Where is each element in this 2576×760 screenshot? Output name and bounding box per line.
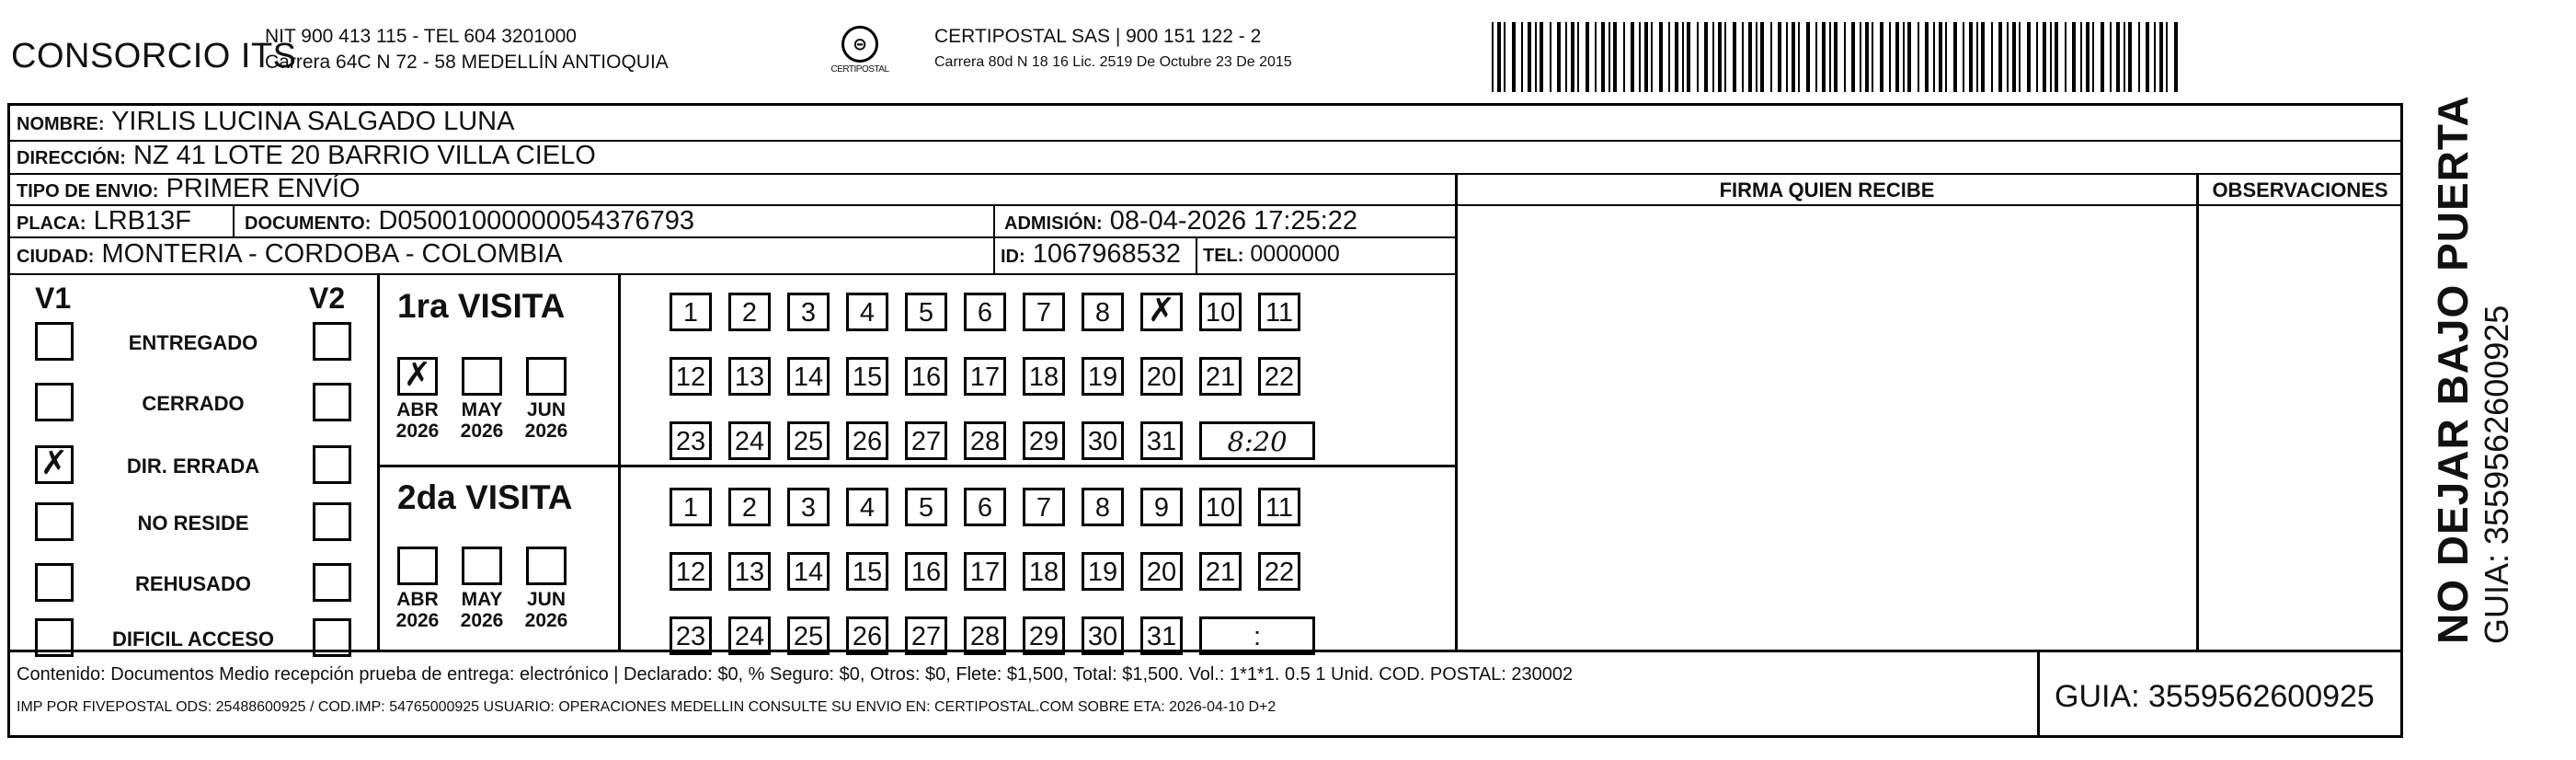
month-label: MAY 2026 bbox=[460, 399, 504, 442]
day-box[interactable]: 22 bbox=[1258, 552, 1300, 591]
day-box[interactable]: 17 bbox=[964, 357, 1006, 396]
v2-checkbox[interactable] bbox=[313, 618, 351, 657]
status-label: DIFICIL ACCESO bbox=[111, 628, 274, 651]
day-box[interactable]: 24 bbox=[728, 616, 771, 655]
day-box[interactable]: 21 bbox=[1199, 552, 1242, 591]
day-box[interactable]: 20 bbox=[1140, 552, 1183, 591]
v2-checkbox[interactable] bbox=[313, 502, 351, 541]
month-checkbox[interactable] bbox=[397, 547, 438, 585]
company-address: Carrera 64C N 72 - 58 MEDELLÍN ANTIOQUIA bbox=[265, 52, 669, 73]
day-box[interactable]: 8 bbox=[1082, 488, 1124, 526]
month-label: JUN 2026 bbox=[524, 399, 568, 442]
day-box[interactable]: 20 bbox=[1140, 357, 1183, 396]
day-box[interactable]: 3 bbox=[787, 293, 830, 331]
status-label: NO RESIDE bbox=[137, 512, 249, 535]
day-box[interactable]: 16 bbox=[905, 357, 947, 396]
day-box[interactable]: 28 bbox=[964, 421, 1006, 460]
day-box[interactable]: 24 bbox=[728, 421, 771, 460]
ciudad-value: MONTERIA - CORDOBA - COLOMBIA bbox=[101, 239, 563, 269]
v2-label: V2 bbox=[309, 282, 346, 315]
recipient-name-row bbox=[17, 107, 514, 137]
day-box[interactable]: 13 bbox=[728, 552, 771, 591]
month-checkbox[interactable] bbox=[526, 357, 567, 396]
time-field[interactable]: : bbox=[1199, 616, 1315, 655]
day-box[interactable]: 27 bbox=[905, 616, 947, 655]
tipo-label: TIPO DE ENVIO: bbox=[17, 181, 159, 202]
v2-checkbox[interactable] bbox=[313, 445, 351, 484]
day-box[interactable]: 15 bbox=[846, 357, 888, 396]
day-box[interactable]: 31 bbox=[1140, 616, 1183, 655]
tel-field bbox=[1203, 241, 1340, 268]
v1-label: V1 bbox=[35, 282, 72, 315]
day-box[interactable]: 2 bbox=[728, 488, 771, 526]
barcode-icon bbox=[1492, 22, 2181, 92]
second-visit-title: 2da VISITA bbox=[397, 478, 573, 516]
tipo-envio-row bbox=[17, 174, 361, 204]
v1-checkbox[interactable] bbox=[35, 322, 74, 361]
day-box[interactable]: 4 bbox=[846, 293, 888, 331]
day-box[interactable]: 1 bbox=[670, 293, 712, 331]
signature-area[interactable] bbox=[1458, 204, 2196, 650]
v2-checkbox[interactable] bbox=[313, 383, 351, 421]
month-label: ABR 2026 bbox=[395, 399, 440, 442]
admision-value: 08-04-2026 17:25:22 bbox=[1109, 206, 1358, 236]
v2-checkbox[interactable] bbox=[313, 563, 351, 602]
day-box[interactable]: 26 bbox=[846, 616, 888, 655]
day-box[interactable]: 4 bbox=[846, 488, 888, 526]
day-box[interactable]: 15 bbox=[846, 552, 888, 591]
logo-text: CERTIPOSTAL bbox=[830, 64, 889, 75]
day-box[interactable]: 9 bbox=[1140, 488, 1183, 526]
check-mark-icon: ✗ bbox=[40, 444, 69, 482]
ciudad-field bbox=[17, 239, 563, 270]
guia-number: GUIA: 3559562600925 bbox=[2055, 679, 2375, 714]
day-box[interactable]: 10 bbox=[1199, 488, 1242, 526]
v1-checkbox[interactable] bbox=[35, 383, 74, 421]
observaciones-area[interactable] bbox=[2199, 204, 2401, 650]
side-notice bbox=[2428, 95, 2516, 644]
recipient-address: NZ 41 LOTE 20 BARRIO VILLA CIELO bbox=[132, 141, 596, 170]
day-box[interactable]: 7 bbox=[1023, 293, 1065, 331]
day-box[interactable]: 29 bbox=[1023, 616, 1065, 655]
day-box[interactable]: 2 bbox=[728, 293, 771, 331]
day-box[interactable]: 27 bbox=[905, 421, 947, 460]
v1-checkbox[interactable] bbox=[35, 502, 74, 541]
day-box[interactable]: 18 bbox=[1023, 357, 1065, 396]
month-checkbox[interactable] bbox=[526, 547, 567, 585]
address-row bbox=[17, 141, 596, 171]
day-box[interactable]: 14 bbox=[787, 357, 830, 396]
admision-label: ADMISIÓN: bbox=[1004, 213, 1103, 234]
day-box[interactable] bbox=[1140, 293, 1183, 331]
content-details: Contenido: Documentos Medio recepción prueba de entrega: electrónico | Declarado: $0, % Seguro: $0, Otros: $0, Flete: $1,500, Total: $1,500. Vol.: 1*1*1. 0.5 1 Unid. COD. POSTAL: 230002 bbox=[17, 664, 1574, 685]
day-box[interactable]: 11 bbox=[1258, 293, 1300, 331]
day-box[interactable]: 30 bbox=[1082, 616, 1124, 655]
tipo-envio: PRIMER ENVÍO bbox=[166, 174, 361, 203]
check-mark-icon: ✗ bbox=[1147, 292, 1176, 329]
day-box[interactable]: 23 bbox=[670, 616, 712, 655]
day-box[interactable]: 19 bbox=[1082, 357, 1124, 396]
day-box[interactable]: 12 bbox=[670, 552, 712, 591]
day-box[interactable]: 14 bbox=[787, 552, 830, 591]
day-box[interactable]: 7 bbox=[1023, 488, 1065, 526]
status-label: CERRADO bbox=[142, 392, 245, 415]
side-guia: GUIA: 3559562600925 bbox=[2478, 305, 2515, 644]
day-box[interactable]: 29 bbox=[1023, 421, 1065, 460]
day-box[interactable]: 5 bbox=[905, 488, 947, 526]
month-checkbox[interactable] bbox=[462, 547, 502, 585]
first-visit-title: 1ra VISITA bbox=[397, 287, 566, 325]
placa-label: PLACA: bbox=[17, 213, 86, 234]
logo-mark-icon: ⊝ bbox=[841, 26, 878, 63]
documento-value: D05001000000054376793 bbox=[378, 206, 694, 236]
company-name: CONSORCIO ITS bbox=[11, 37, 297, 75]
day-box[interactable]: 5 bbox=[905, 293, 947, 331]
month-label: JUN 2026 bbox=[524, 589, 568, 631]
month-label: ABR 2026 bbox=[395, 589, 440, 631]
recipient-name: YIRLIS LUCINA SALGADO LUNA bbox=[111, 107, 515, 136]
day-box[interactable]: 25 bbox=[787, 421, 830, 460]
day-box[interactable]: 12 bbox=[670, 357, 712, 396]
admision-field bbox=[1004, 206, 1357, 236]
carrier-address: Carrera 80d N 18 16 Lic. 2519 De Octubre 23 De 2015 bbox=[934, 54, 1292, 70]
day-box[interactable]: 26 bbox=[846, 421, 888, 460]
placa-value: LRB13F bbox=[93, 206, 191, 236]
id-value: 1067968532 bbox=[1032, 239, 1182, 269]
id-field bbox=[1001, 239, 1181, 270]
certipostal-logo bbox=[814, 26, 906, 79]
tel-value: 0000000 bbox=[1250, 241, 1340, 267]
direccion-label: DIRECCIÓN: bbox=[17, 148, 126, 168]
day-box[interactable]: 31 bbox=[1140, 421, 1183, 460]
placa-field bbox=[17, 206, 191, 236]
tel-label: TEL: bbox=[1203, 246, 1244, 266]
day-box[interactable]: 25 bbox=[787, 616, 830, 655]
day-box[interactable]: 18 bbox=[1023, 552, 1065, 591]
day-box[interactable]: 19 bbox=[1082, 552, 1124, 591]
month-label: MAY 2026 bbox=[460, 589, 504, 631]
status-label: ENTREGADO bbox=[128, 331, 258, 354]
company-info bbox=[265, 24, 669, 75]
check-mark-icon: ✗ bbox=[403, 356, 432, 394]
ciudad-label: CIUDAD: bbox=[17, 247, 95, 267]
day-box[interactable]: 28 bbox=[964, 616, 1006, 655]
time-field[interactable]: 8:20 bbox=[1199, 421, 1315, 460]
nombre-label: NOMBRE: bbox=[17, 114, 105, 134]
v1-checkbox[interactable] bbox=[35, 445, 74, 484]
day-box[interactable]: 22 bbox=[1258, 357, 1300, 396]
day-box[interactable]: 3 bbox=[787, 488, 830, 526]
day-box[interactable]: 11 bbox=[1258, 488, 1300, 526]
nit-line: NIT 900 413 115 - TEL 604 3201000 bbox=[265, 26, 577, 47]
v2-checkbox[interactable] bbox=[313, 322, 351, 361]
status-label: REHUSADO bbox=[135, 572, 251, 595]
day-box[interactable]: 1 bbox=[670, 488, 712, 526]
firma-header: FIRMA QUIEN RECIBE bbox=[1719, 178, 1935, 202]
documento-field bbox=[245, 206, 694, 236]
month-checkbox[interactable] bbox=[397, 357, 438, 396]
day-box[interactable]: 23 bbox=[670, 421, 712, 460]
day-box[interactable]: 16 bbox=[905, 552, 947, 591]
carrier-line: CERTIPOSTAL SAS | 900 151 122 - 2 bbox=[934, 26, 1262, 47]
month-checkbox[interactable] bbox=[462, 357, 502, 396]
day-box[interactable]: 6 bbox=[964, 293, 1006, 331]
day-box[interactable]: 21 bbox=[1199, 357, 1242, 396]
day-box[interactable]: 17 bbox=[964, 552, 1006, 591]
print-details: IMP POR FIVEPOSTAL ODS: 25488600925 / COD.IMP: 54765000925 USUARIO: OPERACIONES MEDELLIN CONSULTE SU ENVIO EN: CERTIPOSTAL.COM SOBRE ETA: 2026-04-10 D+2 bbox=[17, 699, 1277, 715]
observaciones-header: OBSERVACIONES bbox=[2212, 178, 2388, 202]
status-label: DIR. ERRADA bbox=[126, 455, 260, 478]
documento-label: DOCUMENTO: bbox=[245, 213, 372, 234]
day-box[interactable]: 10 bbox=[1199, 293, 1242, 331]
carrier-info bbox=[934, 24, 1292, 75]
day-box[interactable]: 13 bbox=[728, 357, 771, 396]
day-box[interactable]: 8 bbox=[1082, 293, 1124, 331]
v1-checkbox[interactable] bbox=[35, 618, 74, 657]
day-box[interactable]: 30 bbox=[1082, 421, 1124, 460]
no-dejar-notice: NO DEJAR BAJO PUERTA bbox=[2429, 95, 2477, 644]
id-label: ID: bbox=[1001, 247, 1025, 267]
v1-checkbox[interactable] bbox=[35, 563, 74, 602]
day-box[interactable]: 6 bbox=[964, 488, 1006, 526]
